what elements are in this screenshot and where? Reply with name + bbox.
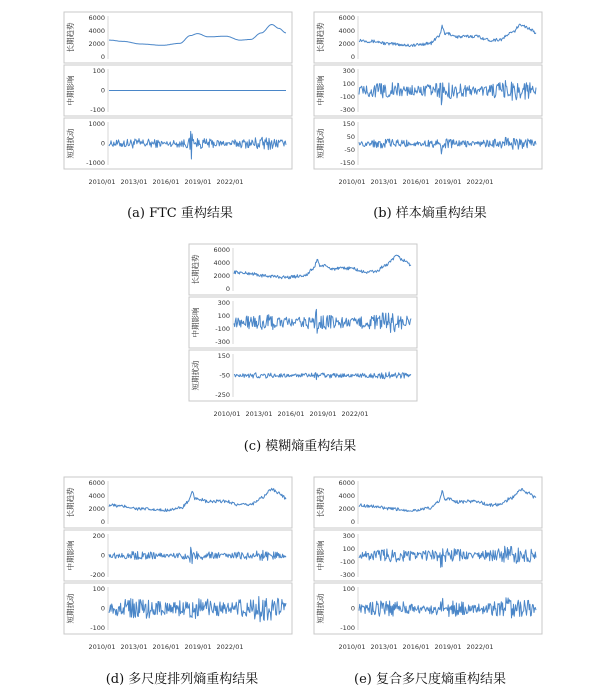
y-tick-label: -100 xyxy=(340,624,355,633)
panel-a-1 xyxy=(64,12,292,63)
x-tick-label: 2010/01 xyxy=(213,410,241,418)
x-tick-label: 2022/01 xyxy=(216,643,244,651)
panel-c-3 xyxy=(189,350,417,401)
x-tick-label: 2019/01 xyxy=(184,643,212,651)
y-tick-label: 150 xyxy=(342,120,355,129)
x-tick-label: 2016/01 xyxy=(152,178,180,186)
panel-d-1 xyxy=(64,477,292,528)
y-tick-label: 100 xyxy=(342,545,355,554)
y-tick-label: 6000 xyxy=(213,246,230,255)
x-tick-label: 2022/01 xyxy=(341,410,369,418)
panel-b-2 xyxy=(314,65,542,116)
x-tick-label: 2013/01 xyxy=(120,178,148,186)
y-tick-label: 0 xyxy=(350,53,355,62)
y-tick-label: 0 xyxy=(225,285,230,294)
y-tick-label: 6000 xyxy=(338,479,355,488)
x-tick-label: 2019/01 xyxy=(184,178,212,186)
panel-a-2 xyxy=(64,65,292,116)
y-tick-label: 4000 xyxy=(338,27,355,36)
x-tick-label: 2013/01 xyxy=(370,178,398,186)
y-axis-label: 短期扰动 xyxy=(191,360,200,391)
y-tick-label: 6000 xyxy=(88,14,105,23)
y-axis-label: 中期影响 xyxy=(316,540,325,571)
y-tick-label: -200 xyxy=(90,571,105,580)
y-tick-label: 0 xyxy=(100,53,105,62)
figure-d xyxy=(62,475,294,655)
y-tick-label: 100 xyxy=(217,312,230,321)
x-tick-label: 2019/01 xyxy=(434,178,462,186)
x-tick-label: 2022/01 xyxy=(216,178,244,186)
x-tick-label: 2013/01 xyxy=(370,643,398,651)
x-tick-label: 2016/01 xyxy=(402,643,430,651)
y-tick-label: -100 xyxy=(90,106,105,115)
x-tick-label: 2013/01 xyxy=(120,643,148,651)
panel-e-2 xyxy=(314,530,542,581)
y-tick-label: 100 xyxy=(342,80,355,89)
panel-b-1 xyxy=(314,12,542,63)
y-tick-label: 300 xyxy=(342,532,355,541)
y-tick-label: 50 xyxy=(346,133,355,142)
x-tick-label: 2019/01 xyxy=(434,643,462,651)
y-axis-label: 长期趋势 xyxy=(66,22,75,53)
x-tick-label: 2016/01 xyxy=(277,410,305,418)
figure-c xyxy=(187,242,419,422)
y-tick-label: -250 xyxy=(215,391,230,400)
panel-b-3 xyxy=(314,118,542,169)
y-axis-label: 短期扰动 xyxy=(66,128,75,159)
y-tick-label: 0 xyxy=(100,551,105,560)
y-axis-label: 中期影响 xyxy=(316,75,325,106)
y-tick-label: 0 xyxy=(100,86,105,95)
figure-b xyxy=(312,10,544,190)
y-axis-label: 中期影响 xyxy=(66,540,75,571)
y-tick-label: -100 xyxy=(90,624,105,633)
panel-c-1 xyxy=(189,244,417,295)
y-tick-label: -100 xyxy=(340,558,355,567)
y-tick-label: 0 xyxy=(100,604,105,613)
y-tick-label: 4000 xyxy=(88,27,105,36)
y-tick-label: -300 xyxy=(340,106,355,115)
x-tick-label: 2010/01 xyxy=(88,643,116,651)
x-tick-label: 2013/01 xyxy=(245,410,273,418)
panel-d-2 xyxy=(64,530,292,581)
y-tick-label: 2000 xyxy=(338,40,355,49)
y-tick-label: 4000 xyxy=(213,259,230,268)
y-tick-label: -50 xyxy=(344,146,355,155)
x-tick-label: 2010/01 xyxy=(338,643,366,651)
y-tick-label: 1000 xyxy=(88,120,105,129)
chart-c xyxy=(187,242,419,422)
y-tick-label: 300 xyxy=(342,67,355,76)
x-tick-label: 2019/01 xyxy=(309,410,337,418)
y-tick-label: 2000 xyxy=(338,505,355,514)
y-axis-label: 长期趋势 xyxy=(316,22,325,53)
chart-e xyxy=(312,475,544,655)
panel-e-1 xyxy=(314,477,542,528)
panel-c-2 xyxy=(189,297,417,348)
panel-e-3 xyxy=(314,583,542,634)
y-tick-label: 0 xyxy=(100,139,105,148)
y-tick-label: -300 xyxy=(340,571,355,580)
y-axis-label: 中期影响 xyxy=(66,75,75,106)
x-tick-label: 2016/01 xyxy=(152,643,180,651)
caption-c: (c) 模糊熵重构结果 xyxy=(243,439,357,454)
y-tick-label: -150 xyxy=(340,159,355,168)
chart-b xyxy=(312,10,544,190)
y-tick-label: 0 xyxy=(350,518,355,527)
caption-b: (b) 样本熵重构结果 xyxy=(373,206,487,221)
y-tick-label: 2000 xyxy=(88,40,105,49)
caption-a: (a) FTC 重构结果 xyxy=(127,206,233,221)
panel-d-3 xyxy=(64,583,292,634)
y-tick-label: 6000 xyxy=(338,14,355,23)
x-tick-label: 2010/01 xyxy=(338,178,366,186)
caption-e: (e) 复合多尺度熵重构结果 xyxy=(354,672,506,687)
x-tick-label: 2022/01 xyxy=(466,178,494,186)
y-tick-label: 0 xyxy=(350,604,355,613)
y-tick-label: -300 xyxy=(215,338,230,347)
y-tick-label: 200 xyxy=(92,532,105,541)
y-axis-label: 短期扰动 xyxy=(316,128,325,159)
y-tick-label: 150 xyxy=(217,352,230,361)
y-axis-label: 短期扰动 xyxy=(66,593,75,624)
figure-a xyxy=(62,10,294,190)
caption-d: (d) 多尺度排列熵重构结果 xyxy=(105,672,259,687)
y-tick-label: 4000 xyxy=(88,492,105,501)
y-axis-label: 短期扰动 xyxy=(316,593,325,624)
y-tick-label: 0 xyxy=(100,518,105,527)
y-axis-label: 中期影响 xyxy=(191,307,200,338)
y-tick-label: 2000 xyxy=(88,505,105,514)
chart-d xyxy=(62,475,294,655)
panel-a-3 xyxy=(64,118,292,169)
x-tick-label: 2010/01 xyxy=(88,178,116,186)
y-axis-label: 长期趋势 xyxy=(316,487,325,518)
figure-e xyxy=(312,475,544,655)
y-tick-label: 100 xyxy=(92,67,105,76)
y-tick-label: -100 xyxy=(340,93,355,102)
y-axis-label: 长期趋势 xyxy=(66,487,75,518)
x-tick-label: 2016/01 xyxy=(402,178,430,186)
x-tick-label: 2022/01 xyxy=(466,643,494,651)
y-tick-label: 6000 xyxy=(88,479,105,488)
y-tick-label: 100 xyxy=(92,585,105,594)
y-tick-label: -50 xyxy=(219,371,230,380)
y-tick-label: -1000 xyxy=(86,159,105,168)
y-tick-label: 300 xyxy=(217,299,230,308)
y-tick-label: 4000 xyxy=(338,492,355,501)
chart-a xyxy=(62,10,294,190)
y-axis-label: 长期趋势 xyxy=(191,254,200,285)
y-tick-label: -100 xyxy=(215,325,230,334)
y-tick-label: 100 xyxy=(342,585,355,594)
y-tick-label: 2000 xyxy=(213,272,230,281)
